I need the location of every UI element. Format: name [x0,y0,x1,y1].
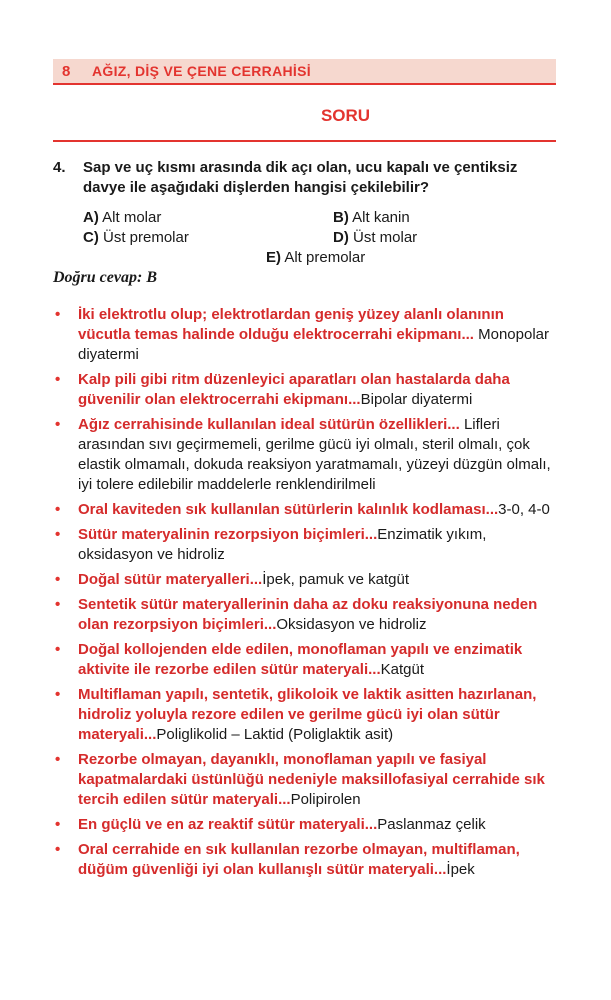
point-question: Doğal kollojenden elde edilen, monoflaman yapılı ve enzimatik aktivite ile rezorbe edilen sütür materyali... [78,641,523,678]
point-question: Doğal sütür materyalleri... [78,571,263,588]
point-answer: İpek [446,861,475,878]
section-title: SORU [320,106,371,125]
point-answer: Bipolar diyatermi [360,391,473,408]
point-answer: Lifleri arasından sıvı geçirmemeli, gerilme gücü iyi olmalı, steril olmalı, çok elastik olmamalı, dokuda reaksiyon yaratmamalı, yüzeyi düzgün olmalı, iyi tolere edilebilir maddelerle renklendirilmeli [78,416,551,493]
option-text: Alt molar [102,209,162,226]
bullet-icon: • [55,596,61,613]
bullet-icon: • [55,641,61,658]
list-item [53,840,558,880]
chapter-title: AĞIZ, DİŞ VE ÇENE CERRAHİSİ [92,63,311,79]
bullet-icon: • [55,526,61,543]
point-question: En güçlü ve en az reaktif sütür materyali... [78,816,378,833]
list-item [53,500,558,520]
point-answer: İpek, pamuk ve katgüt [262,571,409,588]
point-question: Kalp pili gibi ritm düzenleyici aparatları olan hastalarda daha güvenilir olan elektrocerrahi ekipmanı... [78,371,510,408]
option-d [333,229,417,246]
point-question: Oral cerrahide en sık kullanılan rezorbe olmayan, multiflaman, düğüm güvenliği iyi olan kullanışlı sütür materyali... [78,841,520,878]
option-c [83,229,189,246]
list-item [53,415,558,495]
page-number: 8 [62,62,71,80]
list-item [53,750,558,810]
option-a [83,209,161,226]
list-item [53,570,558,590]
point-answer: 3-0, 4-0 [498,501,550,518]
point-answer: Paslanmaz çelik [377,816,486,833]
point-answer: Oksidasyon ve hidroliz [276,616,427,633]
list-item [53,370,558,410]
section-divider [53,140,556,142]
point-question: Rezorbe olmayan, dayanıklı, monoflaman yapılı ve fasiyal kapatmalardaki üstünlüğü nedeniyle maksillofasiyal cerrahide sık tercih edilen sütür materyali... [78,751,545,808]
option-e [266,249,365,266]
option-b [333,209,410,226]
list-item [53,640,558,680]
option-text: Alt premolar [284,249,366,266]
point-answer: Monopolar diyatermi [78,326,550,363]
point-question: Ağız cerrahisinde kullanılan ideal sütürün özellikleri... [78,416,460,433]
list-item [53,525,558,565]
point-question: İki elektrotlu olup; elektrotlardan geniş yüzey alanlı olanının vücutla temas halinde olduğu elektrocerrahi ekipmanı... [78,306,504,343]
point-answer: Enzimatik yıkım, oksidasyon ve hidroliz [78,526,487,563]
point-question: Sentetik sütür materyallerinin daha az doku reaksiyonuna neden olan rezorpsiyon biçimleri... [78,596,538,633]
point-question: Multiflaman yapılı, sentetik, glikoloik ve laktik asitten hazırlanan, hidroliz yoluyla rezore edilen ve gerilme gücü iyi olan sütür materyali... [78,686,537,743]
point-question: Sütür materyalinin rezorpsiyon biçimleri... [78,526,378,543]
list-item [53,595,558,635]
bullet-icon: • [55,416,61,433]
list-item [53,305,558,365]
bullet-icon: • [55,841,61,858]
option-text: Üst molar [353,229,418,246]
question-number: 4. [53,159,66,176]
list-item [53,685,558,745]
bullet-icon: • [55,501,61,518]
question-text: Sap ve uç kısmı arasında dik açı olan, ucu kapalı ve çentiksiz davye ile aşağıdaki dişlerden hangisi çekilebilir? [83,159,518,196]
point-answer: Polipirolen [290,791,361,808]
bullet-icon: • [55,816,61,833]
option-text: Üst premolar [103,229,189,246]
option-letter: D) [333,229,349,246]
option-letter: E) [266,249,281,266]
point-answer: Katgüt [380,661,424,678]
correct-answer: Doğru cevap: B [53,269,157,286]
key-points-list [53,305,558,885]
bullet-icon: • [55,751,61,768]
point-answer: Poliglikolid – Laktid (Poliglaktik asit) [156,726,394,743]
page-header [53,59,556,85]
point-question: Oral kaviteden sık kullanılan sütürlerin kalınlık kodlaması... [78,501,499,518]
bullet-icon: • [55,371,61,388]
list-item [53,815,558,835]
option-letter: A) [83,209,99,226]
option-letter: C) [83,229,99,246]
bullet-icon: • [55,571,61,588]
question-block [53,158,558,198]
bullet-icon: • [55,686,61,703]
option-letter: B) [333,209,349,226]
bullet-icon: • [55,306,61,323]
option-text: Alt kanin [352,209,410,226]
